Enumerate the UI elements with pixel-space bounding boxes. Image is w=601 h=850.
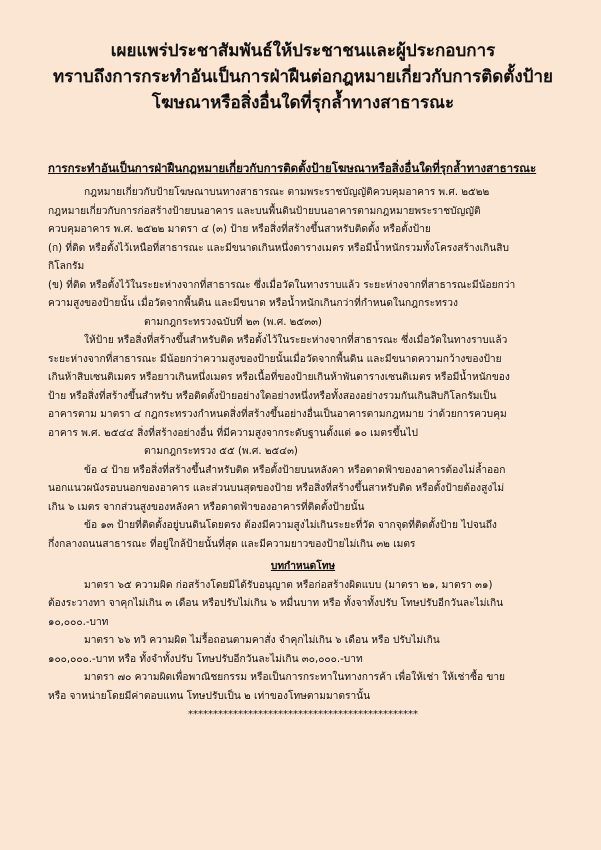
text-line: กึ่งกลางถนนสาธารณะ ที่อยู่ใกล้ป้ายนั้นที่สุด และมีความยาวของป้ายไม่เกิน ๓๒ เมตร xyxy=(48,538,416,550)
text-line: ระยะห่างจากที่สาธารณะ มีน้อยกว่าความสูงของป้ายนั้นเมื่อวัดจากพื้นดิน และมีขนาดความกว้างของป้าย xyxy=(48,353,502,365)
text-line: ป้าย หรือสิ่งที่สร้างขึ้นสำหรับ หรือติดตั้งป้ายอย่างใดอย่างหนึ่งหรือทั้งสองอย่างรวมกันเกินสิบกิโลกรัมเป็น xyxy=(48,390,497,402)
body-text xyxy=(48,184,558,725)
text-line: ตามกฎกระทรวง ๕๕ (พ.ศ. ๒๕๔๓) xyxy=(144,446,298,457)
title-line: เผยแพร่ประชาสัมพันธ์ให้ประชาชนและผู้ประกอบการ xyxy=(110,41,496,61)
text-line: อาคาร พ.ศ. ๒๕๔๔ สิ่งที่สร้างอย่างอื่น ที่มีความสูงจากระดับฐานตั้งแต่ ๑๐ เมตรขึ้นไป xyxy=(48,427,418,439)
document-title xyxy=(48,38,558,116)
text-line: ต้องระวางทา จาคุกไม่เกิน ๓ เดือน หรือปรับไม่เกิน ๖ หมื่นบาท หรือ ทั้งจาทั้งปรับ โทษปรับอีกวันละไม่เกิน xyxy=(48,598,504,609)
text-line: ควบคุมอาคาร พ.ศ. ๒๕๒๒ มาตรา ๔ (๓) ป้าย หรือสิ่งที่สร้างขึ้นสาหรับติดตั้ง หรือตั้งป้าย xyxy=(48,224,431,235)
section-heading: การกระทำอันเป็นการฝ่าฝืนกฎหมายเกี่ยวกับการติดตั้งป้ายโฆษณาหรือสิ่งอื่นใดที่รุกล้ำทางสาธารณะ xyxy=(48,161,537,175)
text-line: มาตรา ๗๐ ความผิดเพื่อพาณิชยกรรม หรือเป็นการกระทาในทางการค้า เพื่อให้เช่า ให้เช่าซื้อ ขาย xyxy=(84,672,506,683)
text-line: ตามกฎกระทรวงฉบับที่ ๒๓ (พ.ศ. ๒๕๓๓) xyxy=(144,316,322,328)
title-line: ทราบถึงการกระทำอันเป็นการฝ่าฝืนต่อกฎหมายเกี่ยวกับการติดตั้งป้าย xyxy=(53,67,553,87)
text-line: อาคารตาม มาตรา ๔ กฎกระทรวงกำหนดสิ่งที่สร้างขึ้นอย่างอื่นเป็นอาคารตามกฎหมาย ว่าด้วยการควบคุม xyxy=(48,409,507,420)
title-line: โฆษณาหรือสิ่งอื่นใดที่รุกล้ำทางสาธารณะ xyxy=(151,93,455,113)
text-line: ความสูงของป้ายนั้น เมื่อวัดจากพื้นดิน และมีขนาด หรือน้ำหนักเกินกว่าที่กำหนดในกฎกระทรวง xyxy=(48,298,458,309)
divider-stars: ********************************************** xyxy=(188,709,418,720)
text-line: กฎหมายเกี่ยวกับป้ายโฆษณาบนทางสาธารณะ ตามพระราชบัญญัติควบคุมอาคาร พ.ศ. ๒๕๒๒ xyxy=(84,187,490,198)
document-page xyxy=(48,38,558,725)
penalty-heading: บทกำหนดโทษ xyxy=(270,561,336,572)
text-line: เกินห้าสิบเซนติเมตร หรือยาวเกินหนึ่งเมตร หรือเนื้อที่ของป้ายเกินห้าพันตารางเซนติเมตร หรือมีน้ำหนักของ xyxy=(48,372,510,383)
text-line: กิโลกรัม xyxy=(48,261,85,272)
text-line: ๑๐๐,๐๐๐.-บาท หรือ ทั้งจำทั้งปรับ โทษปรับอีกวันละไม่เกิน ๓๐,๐๐๐.-บาท xyxy=(48,653,363,665)
text-line: นอกแนวผนังรอบนอกของอาคาร และส่วนบนสุดของป้าย หรือสิ่งที่สร้างขึ้นสาหรับติด หรือตั้งป้ายต้องสูงไม่ xyxy=(48,483,505,494)
text-line: กฎหมายเกี่ยวกับการก่อสร้างป้ายบนอาคาร และบนพื้นดินป้ายบนอาคารตามกฎหมายพระราชบัญญัติ xyxy=(48,205,481,217)
text-line: หรือ จาหน่ายโดยมีค่าตอบแทน โทษปรับเป็น ๒ เท่าของโทษตามมาตรานั้น xyxy=(48,690,371,702)
text-line: มาตรา ๖๖ ทวิ ความผิด ไม่รื้อถอนตามคาสั่ง จำคุกไม่เกิน ๖ เดือน หรือ ปรับไม่เกิน xyxy=(84,635,440,646)
text-line: (ข) ที่ติด หรือตั้งไว้ในระยะห่างจากที่สาธารณะ ซึ่งเมื่อวัดในทางราบแล้ว ระยะห่างจากที่สาธารณะมีน้อยกว่า xyxy=(48,279,516,291)
text-line: ให้ป้าย หรือสิ่งที่สร้างขึ้นสำหรับติด หรือตั้งไว้ในระยะห่างจากที่สาธารณะ ซึ่งเมื่อวัดในทางราบแล้ว xyxy=(84,335,508,346)
text-line: มาตรา ๖๕ ความผิด ก่อสร้างโดยมิได้รับอนุญาต หรือก่อสร้างผิดแบบ (มาตรา ๒๑, มาตรา ๓๑) xyxy=(84,579,493,591)
text-line: ๑๐,๐๐๐.-บาท xyxy=(48,616,109,628)
text-line: (ก) ที่ติด หรือตั้งไว้เหนือที่สาธารณะ และมีขนาดเกินหนึ่งตารางเมตร หรือมีน้ำหนักรวมทั้งโครงสร้างเกินสิบ xyxy=(48,242,509,254)
text-line: ข้อ ๑๓ ป้ายที่ติดตั้งอยู่บนดินโดยตรง ต้องมีความสูงไม่เกินระยะที่วัด จากจุดที่ติดตั้งป้าย ไปจนถึง xyxy=(84,520,497,531)
text-line: ข้อ ๔ ป้าย หรือสิ่งที่สร้างขึ้นสำหรับติด หรือตั้งป้ายบนหลังคา หรือดาดฟ้าของอาคารต้องไม่ล้ำออก xyxy=(84,464,506,476)
text-line: เกิน ๖ เมตร จากส่วนสูงของหลังคา หรือดาดฟ้าของอาคารที่ติดตั้งป้ายนั้น xyxy=(48,501,365,513)
